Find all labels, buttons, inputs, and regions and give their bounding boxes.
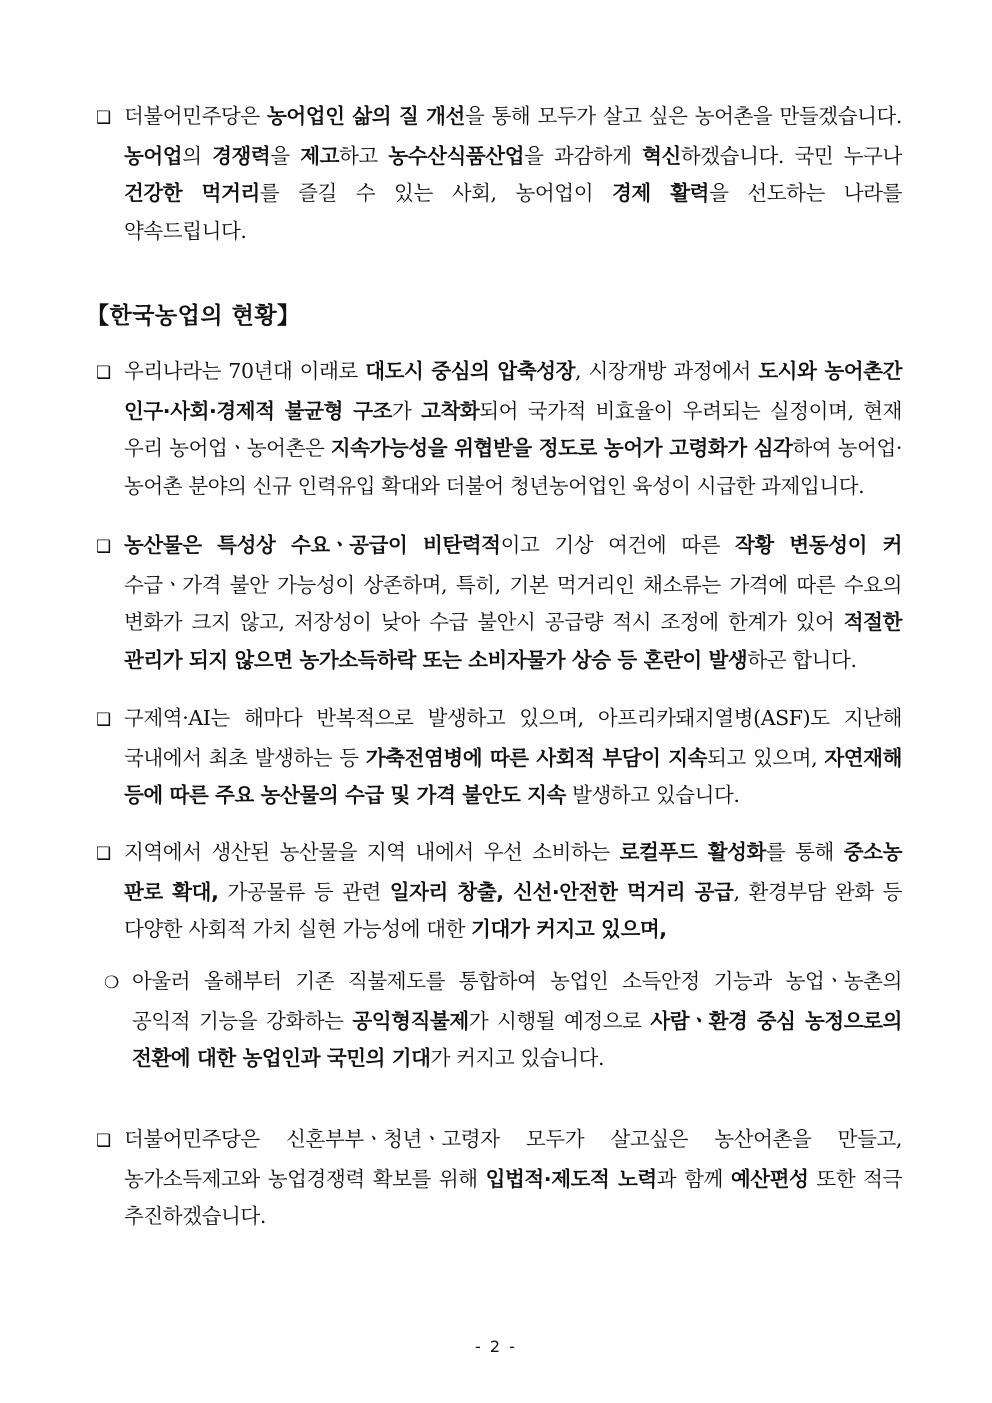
bold-text-segment: 건강한 먹거리 <box>124 181 260 205</box>
bold-text-segment: 제고 <box>300 143 339 168</box>
text-segment: 되어 국가적 비효율이 우려되는 실정이며, 현재 우리 농어업ㆍ농어촌은 <box>124 398 902 460</box>
checkbox-bullet-icon: ❑ <box>96 1131 111 1151</box>
text-segment: 아울러 올해부터 기존 직불제도를 통합하여 농업인 소득안정 기능과 농업ㆍ농촌의 공익적 기능을 강화하는 <box>132 969 902 1033</box>
page-number: - 2 - <box>475 1337 517 1356</box>
bold-text-segment: 농수산식품산업 <box>388 143 525 168</box>
paragraph-text <box>104 963 902 1078</box>
text-segment: 이고 기상 여건에 따른 <box>500 533 736 557</box>
text-segment: 수급ㆍ가격 불안 가능성이 상존하며, 특히, 기본 먹거리인 채소류는 가격에 따른 수요의 변화가 크지 않고, 저장성이 낮아 수급 불안시 공급량 적시 조정에 한계가 있어 <box>124 572 902 634</box>
bold-text-segment: 로컬푸드 활성화 <box>619 840 766 864</box>
text-segment: 하여 농어업·농어촌 분야의 신규 인력유입 확대와 더불어 청년농어업인 육성이 시급한 과제입니다. <box>124 436 903 498</box>
bold-text-segment: 혁신 <box>642 143 681 168</box>
bold-text-segment: 경제 활력 <box>611 181 710 205</box>
text-segment: 또한 적극 추진하겠습니다. <box>124 1166 902 1228</box>
text-segment: 가공물류 등 관련 <box>218 879 390 904</box>
text-segment: 을 통해 모두가 살고 싶은 농어촌을 만들겠습니다. <box>464 104 903 128</box>
bold-text-segment: 지속가능성을 위협받을 정도로 농어가 고령화가 심각 <box>330 436 793 460</box>
bold-text-segment: 일자리 창출, 신선·안전한 먹거리 공급 <box>389 879 734 904</box>
bold-text-segment: 농산물은 특성상 수요ㆍ공급이 비탄력적 <box>124 533 501 557</box>
bold-text-segment: 기대가 커지고 있으며, <box>471 917 667 941</box>
text-segment: 의 <box>182 143 213 168</box>
checkbox-bullet-icon: ❑ <box>96 108 111 128</box>
text-segment: 을 과감하게 <box>524 143 643 168</box>
bold-text-segment: 적절한 관리가 되지 않으면 농가소득하락 또는 소비자물가 상승 등 혼란이 발생 <box>124 610 902 672</box>
bold-text-segment: 작황 변동성이 커 <box>735 533 903 557</box>
bullet-paragraph-4 <box>96 834 902 949</box>
paragraph-text <box>96 1121 902 1236</box>
checkbox-bullet-icon: ❑ <box>96 710 111 730</box>
bold-text-segment: 중소농 판로 확대, <box>124 840 902 904</box>
text-segment: 하곤 합니다. <box>747 647 857 672</box>
checkbox-bullet-icon: ❑ <box>96 363 111 383</box>
bold-text-segment: 예산편성 <box>730 1166 809 1191</box>
bold-text-segment: 공익형직불제 <box>352 1008 469 1033</box>
text-segment: 가 커지고 있습니다. <box>430 1046 605 1070</box>
circle-bullet-icon: ❍ <box>104 973 119 993</box>
paragraph-text <box>96 700 902 815</box>
text-segment: 발생하고 있습니다. <box>565 783 740 807</box>
text-segment: 지역에서 생산된 농산물을 지역 내에서 우선 소비하는 <box>124 840 620 864</box>
bullet-paragraph-5 <box>96 1121 902 1236</box>
bold-text-segment: 입법적·제도적 노력 <box>485 1166 657 1191</box>
text-segment: 더불어민주당은 신혼부부ㆍ청년ㆍ고령자 모두가 살고싶은 농산어촌을 만들고, 농가소득제고와 농업경쟁력 확보를 위해 <box>124 1127 902 1191</box>
text-segment: 을 선도하는 나라를 약속드립니다. <box>124 181 902 243</box>
paragraph-text <box>96 527 902 679</box>
text-segment: 가 시행될 예정으로 <box>468 1008 651 1033</box>
checkbox-bullet-icon: ❑ <box>96 537 111 557</box>
checkbox-bullet-icon: ❑ <box>96 844 111 864</box>
text-segment: 구제역·AI는 해마다 반복적으로 발생하고 있으며, 아프리카돼지열병(ASF)도 지난해 국내에서 최초 발생하는 등 <box>124 706 902 770</box>
text-segment: , 환경부담 완화 등 다양한 사회적 가치 실현 가능성에 대한 <box>124 879 902 941</box>
bold-text-segment: 농어업 <box>124 143 183 168</box>
intro-paragraph <box>96 98 902 250</box>
bullet-paragraph-1 <box>96 353 902 505</box>
bold-text-segment: 도시와 농어촌간 인구·사회·경제적 불균형 구조 <box>124 359 902 423</box>
bold-text-segment: 자연재해 등에 따른 주요 농산물의 수급 및 가격 불안도 지속 <box>124 745 902 807</box>
text-segment: 를 통해 <box>765 840 844 864</box>
bold-text-segment: 가축전염병에 따른 사회적 부담이 지속 <box>365 745 708 770</box>
bold-text-segment: 대도시 중심의 압축성장 <box>365 359 576 383</box>
text-segment: 더불어민주당은 <box>124 104 267 128</box>
text-segment: 하고 <box>339 143 389 168</box>
bold-text-segment: 고착화 <box>421 398 480 423</box>
paragraph-text <box>96 98 902 250</box>
section-title: 【한국농업의 현황】 <box>86 303 301 329</box>
text-segment: 을 <box>270 143 301 168</box>
text-segment: , 시장개방 과정에서 <box>575 359 759 383</box>
paragraph-text <box>96 834 902 949</box>
bold-text-segment: 사람ㆍ환경 중심 농정으로의 전환에 대한 농업인과 국민의 기대 <box>132 1008 902 1070</box>
text-segment: 되고 있으며, <box>707 745 825 770</box>
text-segment: 우리나라는 70년대 이래로 <box>124 359 366 383</box>
bold-text-segment: 농어업인 삶의 질 개선 <box>266 104 465 128</box>
text-segment: 하겠습니다. 국민 누구나 <box>680 143 902 168</box>
sub-bullet-paragraph <box>104 963 902 1078</box>
text-segment: 가 <box>392 398 422 423</box>
bold-text-segment: 경쟁력 <box>212 143 271 168</box>
text-segment: 를 즐길 수 있는 사회, 농어업이 <box>259 181 612 205</box>
bullet-paragraph-3 <box>96 700 902 815</box>
paragraph-text <box>96 353 902 505</box>
bullet-paragraph-2 <box>96 527 902 679</box>
text-segment: 과 함께 <box>656 1166 731 1191</box>
